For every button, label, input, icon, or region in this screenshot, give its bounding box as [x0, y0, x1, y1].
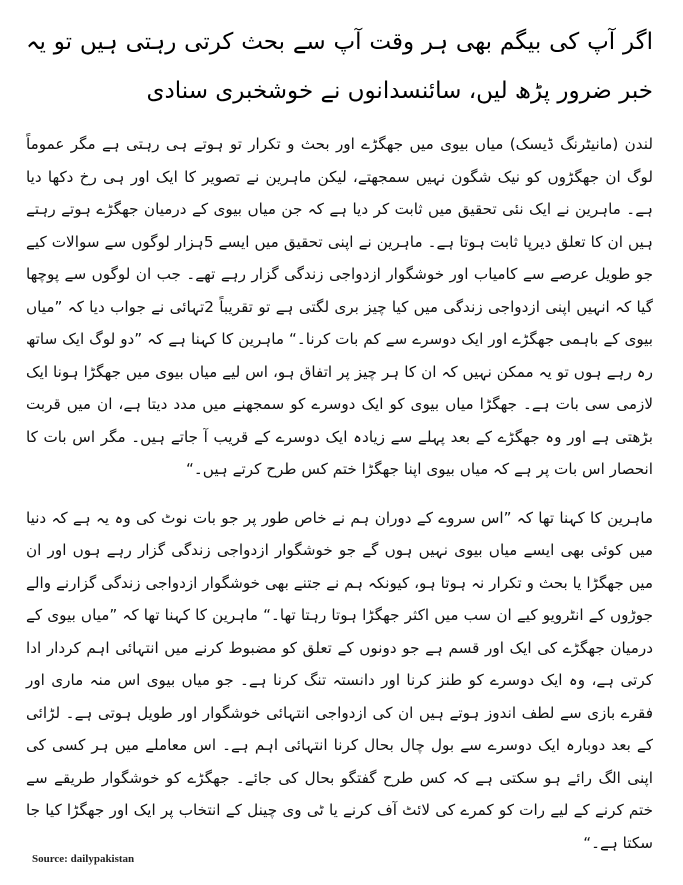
source-credit: Source: dailypakistan: [32, 853, 135, 865]
article-paragraph: لندن (مانیٹرنگ ڈیسک) میاں بیوی میں جھگڑے اور بحث و تکرار تو ہوتے ہی رہتی ہے مگر عموماً لوگ ان جھگڑوں کو نیک شگون نہیں سمجھتے، لیکن ماہرین نے تصویر کا ایک اور ہی رخ دکھا دیا ہے۔ ماہرین نے ایک نئی تحقیق میں ثابت کر دیا ہے کہ جن میاں بیوی کے درمیان جھگڑے ہوتے رہتے ہیں ان کا تعلق دیرپا ثابت ہوتا ہے۔ ماہرین نے اپنی تحقیق میں ایسے 5ہزار لوگوں سے سوالات کیے جو طویل عرصے سے کامیاب اور خوشگوار ازدواجی زندگی گزار رہے تھے۔ جب ان لوگوں سے پوچھا گیا کہ انہیں اپنی ازدواجی زندگی میں کیا چیز بری لگتی ہے تو تقریباً 2تہائی نے جواب دیا کہ ”میاں بیوی کے باہمی جھگڑے اور ایک دوسرے سے کم بات کرنا۔“ ماہرین کا کہنا ہے کہ ”دو لوگ ایک ساتھ رہ رہے ہوں تو یہ ممکن نہیں کہ ان کا ہر چیز پر اتفاق ہو، اس لیے میاں بیوی میں جھگڑا ہونا ایک لازمی سی بات ہے۔ جھگڑا میاں بیوی کو ایک دوسرے کو سمجھنے میں مدد دیتا ہے، ان میں قربت بڑھتی ہے اور وہ جھگڑے کے بعد پہلے سے زیادہ ایک دوسرے کے قریب آ جاتے ہیں۔ مگر اس بات کا انحصار اس بات پر ہے کہ میاں بیوی اپنا جھگڑا ختم کس طرح کرتے ہیں۔“: [26, 135, 654, 478]
article-paragraph: ماہرین کا کہنا تھا کہ ”اس سروے کے دوران ہم نے خاص طور پر جو بات نوٹ کی وہ یہ ہے کہ دنیا میں کوئی بھی ایسے میاں بیوی نہیں ہوں گے جو خوشگوار ازدواجی زندگی گزار رہے ہوں اور ان میں جھگڑا یا بحث و تکرار نہ ہوتا ہو، کیونکہ ہم نے جتنے بھی خوشگوار ازدواجی زندگی گزارنے والے جوڑوں کے انٹرویو کیے ان سب میں اکثر جھگڑا ہوتا رہتا تھا۔“ ماہرین کا کہنا تھا کہ ”میاں بیوی کے درمیان جھگڑے کی ایک اور قسم ہے جو دونوں کے تعلق کو مضبوط کرنے میں انتہائی اہم کردار ادا کرتی ہے، وہ ایک دوسرے کو طنز کرنا اور دانستہ تنگ کرنا ہے۔ جو میاں بیوی اس منہ ماری اور فقرے بازی سے لطف اندوز ہوتے ہیں ان کی ازدواجی انتہائی خوشگوار اور طویل ہوتی ہے۔ لڑائی کے بعد دوبارہ ایک دوسرے سے بول چال بحال کرنا انتہائی اہم ہے۔ اس معاملے میں ہر کسی کی اپنی الگ رائے ہو سکتی ہے کہ کس طرح گفتگو بحال کی جائے۔ جھگڑے کو خوشگوار طریقے سے ختم کرنے کے لیے رات کو کمرے کی لائٹ آف کرنے یا ٹی وی چینل کے انتخاب پر ایک اور جھگڑا کیا جا سکتا ہے۔“: [26, 508, 653, 852]
article-headline: اگر آپ کی بیگم بھی ہر وقت آپ سے بحث کرتی رہتی ہیں تو یہ خبر ضرور پڑھ لیں، سائنسدانوں نے خوشخبری سنادی: [26, 29, 653, 104]
